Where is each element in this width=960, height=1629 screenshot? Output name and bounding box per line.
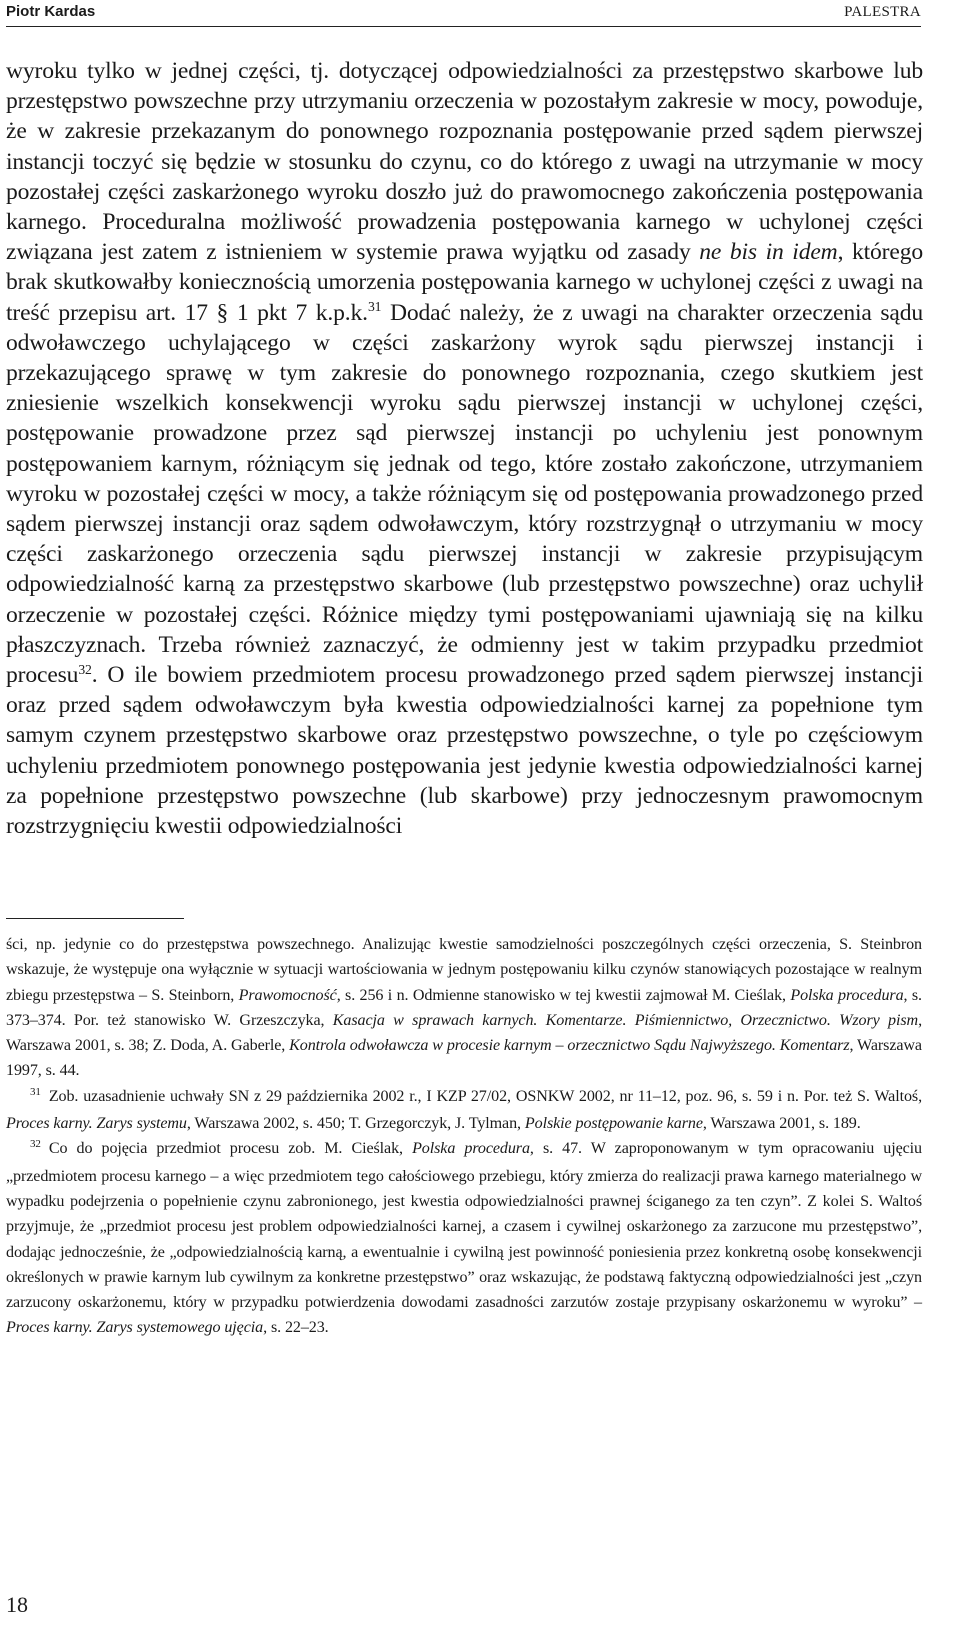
main-text [6,56,923,841]
footnote-text: , s. 47. W zaproponowanym w tym opracowaniu ujęciu „przedmiotem procesu karnego – a więc przedmiotem tego całościowego przebiegu, który zmierza do realizacji prawa karnego materialnego w wypadku podejrzenia o popełnienie czynu zabronionego, jest kwestia odpowiedzialności prawnej ściganego za ten czyn”. Z kolei S. Waltoś przyjmuje, że „przedmiot procesu jest problem odpowiedzialności karnej, a czasem i cywilnej oskarżonego za zarzucone mu przestępstwo”, dodając jednocześnie, że „odpowiedzialnością karną, a ewentualnie i cywilną jest powinność poniesienia przez konkretną osobę konsekwencji określonych w prawie karnym lub cywilnym za konkretne przestępstwo” oraz wskazując, że podstawą faktyczną odpowiedzialności jest „czyn zarzucony oskarżonemu, który w przypadku potwierdzenia dowodami zasadności zarzutów zostaje przypisany oskarżonemu w wyroku” – [6,1140,922,1312]
footnote-title: Kontrola odwoławcza w procesie karnym – orzecznictwo Sądu Najwyższego. Komentarz [289,1037,850,1055]
footnotes [6,932,922,1341]
body-text: , którego brak skutkowałby koniecznością umorzenia postępowania karnego w uchylonej części z uwagi na treść przepisu art. 17 § 1 pkt 7 k.p.k. [6,239,923,326]
footnote-ref-32: 32 [78,661,92,677]
running-header [6,4,921,27]
footnote-text: , Warszawa 1997, s. 44. [6,1037,922,1080]
footnote-31 [6,1084,922,1137]
footnote-continuation [6,932,922,1084]
footnote-title: Prawomocność [238,986,337,1004]
footnote-text: , Warszawa 2002, s. 450; T. Grzegorczyk, J. Tylman, [186,1115,525,1133]
footnote-text: , s. 22–23. [263,1319,329,1337]
footnote-title: Polska procedura [412,1140,530,1158]
latin-phrase: ne bis in idem [699,239,838,266]
footnote-separator [6,918,184,919]
footnote-text: , s. 256 i n. Odmienne stanowisko w tej kwestii zajmował M. Cieślak, [336,986,791,1004]
footnote-title: Kasacja w sprawach karnych. Komentarze. Piśmiennictwo, Orzecznictwo. Wzory pism [332,1011,919,1029]
footnote-title: Proces karny. Zarys systemu [6,1115,187,1133]
page-number: 18 [6,1592,28,1617]
body-text: . O ile bowiem przedmiotem procesu prowadzonego przed sądem pierwszej instancji oraz przed sądem odwoławczym była kwestia odpowiedzialności karnej za popełnione tym samym czynem przestępstwo skarbowe oraz przestępstwo powszechne, o tyle po częściowym uchyleniu przedmiotem ponownego postępowania jest jedynie kwestia odpowiedzialności karnej za popełnione przestępstwo powszechne (lub skarbowe) przy jednoczesnym prawomocnym rozstrzygnięciu kwestii odpowiedzialności [6,662,923,840]
body-text: wyroku tylko w jednej części, tj. dotyczącej odpowiedzialności za przestępstwo skarbowe lub przestępstwo powszechne przy utrzymaniu orzeczenia w pozostałym zakresie w mocy, powoduje, że w zakresie przekazanym do ponownego rozpoznania postępowanie przed sądem pierwszej instancji toczyć się będzie w stosunku do czynu, co do którego z uwagi na utrzymanie w mocy pozostałej części zaskarżonego wyroku doszło już do prawomocnego zakończenia postępowania karnego. Proceduralna możliwość prowadzenia postępowania karnego w uchylonej części związana jest zatem z istnieniem w systemie prawa wyjątku od zasady [6,58,923,266]
footnote-text: , Warszawa 2001, s. 38; Z. Doda, A. Gaberle, [6,1011,922,1055]
footnote-title: Proces karny. Zarys systemowego ujęcia [6,1319,264,1337]
footnote-32 [6,1136,922,1340]
body-paragraph [6,56,923,841]
footnote-ref-31: 31 [367,299,382,315]
footnote-text: , Warszawa 2001, s. 189. [702,1115,861,1133]
footnote-title: Polskie postępowanie karne [524,1115,703,1133]
header-author: Piotr Kardas [6,3,96,20]
footnote-text: Co do pojęcia przedmiot procesu zob. M. Cieślak, [48,1140,413,1158]
footnote-text: ści, np. jedynie co do przestępstwa powszechnego. Analizując kwestie samodzielności poszczególnych części orzeczenia, S. Steinbron wskazuje, że występuje ona wyłącznie w sytuacji wartościowania w jednym postępowaniu kilku czynów stanowiących pozostające w realnym zbiegu przestępstwa – S. Steinborn, [6,936,922,1004]
footnote-text: , s. 373–374. Por. też stanowisko W. Grzeszczyka, [6,986,922,1029]
footnote-number: 31 [30,1085,41,1098]
footnote-title: Polska procedura [790,986,904,1004]
footnote-text: Zob. uzasadnienie uchwały SN z 29 października 2002 r., I KZP 27/02, OSNKW 2002, nr 11–12, poz. 96, s. 59 i n. Por. też S. Waltoś, [48,1087,922,1105]
footnote-number: 32 [30,1138,41,1151]
body-text: Dodać należy, że z uwagi na charakter orzeczenia sądu odwoławczego uchylającego w części zaskarżony wyrok sądu pierwszej instancji i przekazującego sprawę w tym zakresie do ponownego rozpoznania, czego skutkiem jest zniesienie wszelkich konsekwencji wyroku sądu pierwszej instancji w uchylonej części, postępowanie prowadzone przez sąd pierwszej instancji po uchyleniu jest ponownym postępowaniem karnym, różniącym się jednak od tego, które zostało zakończone, utrzymaniem wyroku w pozostałej części w mocy, a także różniącym się od postępowania prowadzonego przed sądem pierwszej instancji oraz sądem odwoławczym, który rozstrzygnął o utrzymaniu w mocy części zaskarżonego orzeczenia sądu pierwszej instancji w zakresie przypisującym odpowiedzialność karną za przestępstwo skarbowe (lub przestępstwo powszechne) oraz uchylił orzeczenie w pozostałej części. Różnice między tymi postępowaniami ujawniają się na kilku płaszczyznach. Trzeba również zaznaczyć, że odmienny jest w takim przypadku przedmiot procesu [6,299,923,689]
header-journal: PALESTRA [844,4,921,20]
